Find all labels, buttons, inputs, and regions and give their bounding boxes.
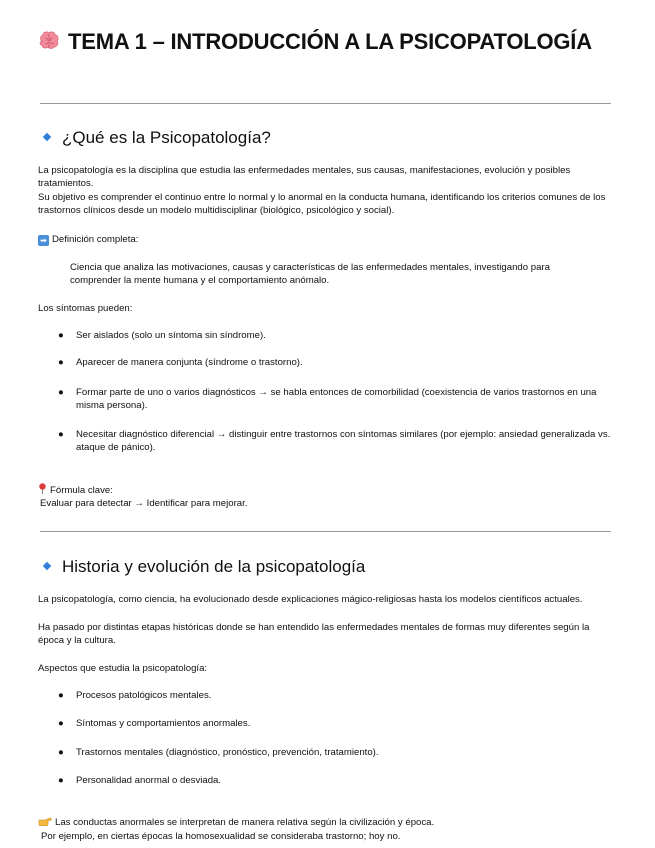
page-title: [38, 26, 628, 57]
page-title-text: TEMA 1 – INTRODUCCIÓN A LA PSICOPATOLOGÍA: [68, 29, 592, 54]
list-item: ● Aparecer de manera conjunta (síndrome o trastorno).: [58, 357, 303, 368]
formula-label-text: Fórmula clave:: [50, 485, 113, 496]
formula-label: [38, 483, 616, 497]
stages-paragraph: Ha pasado por distintas etapas históricas donde se han entendido las enfermedades mentales de formas muy diferentes según la época y la cultura.: [38, 622, 590, 646]
list-item: ● Personalidad anormal o desviada.: [58, 775, 222, 786]
right-arrow-icon: ➡: [38, 235, 49, 246]
divider: [40, 103, 611, 104]
intro-paragraph: La psicopatología es la disciplina que estudia las enfermedades mentales, sus causas, manifestaciones, evolución y posibles tratamientos.: [38, 165, 571, 189]
definition-label-text: Definición completa:: [52, 234, 139, 245]
diamond-bullet-icon: [43, 133, 51, 141]
objective-paragraph: Su objetivo es comprender el continuo entre lo normal y lo anormal en la conducta humana, identificando los criterios comunes de los trastornos clínicos desde un modelo multidisciplinar (biológico, psicológico y social).: [38, 192, 606, 216]
symptoms-intro: Los síntomas pueden:: [38, 303, 133, 314]
divider: [40, 531, 611, 532]
pushpin-icon: [38, 483, 47, 494]
pointing-hand-icon: [38, 816, 52, 826]
aspects-intro: Aspectos que estudia la psicopatología:: [38, 663, 208, 674]
section-heading-history: [44, 556, 365, 578]
formula-text: Evaluar para detectar → Identificar para mejorar.: [40, 498, 248, 509]
section-heading-what-is: [44, 127, 271, 149]
list-item: ● Formar parte de uno o varios diagnósticos → se habla entonces de comorbilidad (coexistencia de varios trastornos en una misma persona).: [58, 387, 597, 411]
definition-text: Ciencia que analiza las motivaciones, causas y características de las enfermedades mentales, investigando para comprender la mente humana y el comportamiento anómalo.: [70, 262, 550, 286]
note-relative-text: Las conductas anormales se interpretan de manera relativa según la civilización y época.: [55, 817, 435, 828]
list-item: ● Trastornos mentales (diagnóstico, pronóstico, prevención, tratamiento).: [58, 747, 379, 758]
section-heading-text: Historia y evolución de la psicopatología: [62, 557, 366, 576]
list-item: ● Necesitar diagnóstico diferencial → distinguir entre trastornos con síntomas similares (por ejemplo: ansiedad generalizada vs. ataque de pánico).: [58, 429, 611, 453]
section-heading-text: ¿Qué es la Psicopatología?: [62, 128, 271, 147]
diamond-bullet-icon: [43, 562, 51, 570]
note-example: Por ejemplo, en ciertas épocas la homosexualidad se consideraba trastorno; hoy no.: [41, 831, 401, 842]
definition-label: [38, 233, 616, 246]
history-paragraph: La psicopatología, como ciencia, ha evolucionado desde explicaciones mágico-religiosas hasta los modelos científicos actuales.: [38, 594, 583, 605]
note-relative: [38, 816, 616, 829]
list-item: ● Síntomas y comportamientos anormales.: [58, 718, 251, 729]
list-item: ● Procesos patológicos mentales.: [58, 690, 212, 701]
list-item: ● Ser aislados (solo un síntoma sin síndrome).: [58, 330, 266, 341]
brain-icon: [38, 31, 62, 51]
